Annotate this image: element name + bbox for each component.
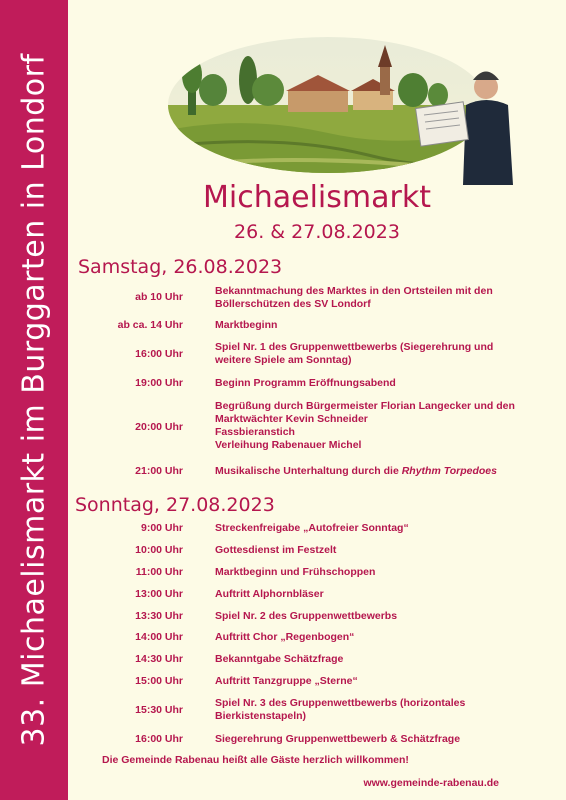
event-time: 16:00 Uhr [135,348,183,360]
event-time: 14:00 Uhr [135,631,183,643]
sidebar-banner [0,0,68,800]
event-time: 9:00 Uhr [140,522,183,534]
event-description: Siegerehrung Gruppenwettbewerb & Schätzfrage [215,733,461,745]
event-description: Beginn Programm Eröffnungsabend [215,377,396,389]
event-time: ab 10 Uhr [135,291,183,303]
event-time: 13:00 Uhr [135,588,183,600]
event-description: Gottesdienst im Festzelt [215,544,337,556]
event-time: 10:00 Uhr [135,544,183,556]
event-description: Spiel Nr. 3 des Gruppenwettbewerbs (horizontales Bierkistenstapeln) [215,697,466,722]
event-time: 20:00 Uhr [135,421,183,433]
sunday-heading: Sonntag, 27.08.2023 [75,494,275,516]
event-description: Auftritt Alphornbläser [215,588,324,600]
event-time: 14:30 Uhr [135,653,183,665]
event-time: 11:00 Uhr [135,566,183,578]
website-link[interactable]: www.gemeinde-rabenau.de [363,777,499,789]
event-description: Bekanntgabe Schätzfrage [215,653,344,665]
event-time: 16:00 Uhr [135,733,183,745]
event-time: 19:00 Uhr [135,377,183,389]
event-description: Begrüßung durch Bürgermeister Florian Langecker und den Marktwächter Kevin Schneider Fassbieranstich Verleihung Rabenauer Michel [215,400,515,451]
event-description: Auftritt Tanzgruppe „Sterne“ [215,675,358,687]
event-description: Bekanntmachung des Marktes in den Ortsteilen mit den Böllerschützen des SV Londorf [215,285,493,310]
event-time: 13:30 Uhr [135,610,183,622]
event-time: 15:00 Uhr [135,675,183,687]
sidebar-title: 33. Michaelismarkt im Burggarten in Londorf [16,53,52,747]
event-description: Spiel Nr. 2 des Gruppenwettbewerbs [215,610,398,622]
band-name: Rhythm Torpedoes [401,465,497,477]
event-description: Marktbeginn [215,319,278,331]
welcome-note: Die Gemeinde Rabenau heißt alle Gäste herzlich willkommen! [102,754,409,766]
event-description: Musikalische Unterhaltung durch die Rhythm Torpedoes [215,465,497,477]
event-time: 15:30 Uhr [135,704,183,716]
page-title: Michaelismarkt [203,180,431,215]
event-time: ab ca. 14 Uhr [117,319,183,331]
village-illustration [168,35,518,185]
event-dates: 26. & 27.08.2023 [234,221,400,243]
saturday-heading: Samstag, 26.08.2023 [78,256,283,278]
event-description: Auftritt Chor „Regenbogen“ [215,631,355,643]
event-time: 21:00 Uhr [135,465,183,477]
event-description: Streckenfreigabe „Autofreier Sonntag“ [215,522,409,534]
event-description: Spiel Nr. 1 des Gruppenwettbewerbs (Siegerehrung und weitere Spiele am Sonntag) [215,341,494,366]
event-description: Marktbeginn und Frühschoppen [215,566,376,578]
